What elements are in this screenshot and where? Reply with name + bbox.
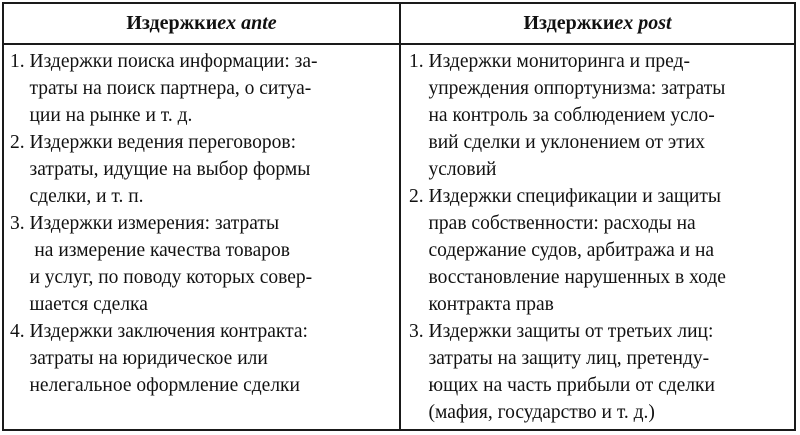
ex-ante-line: шается сделка [10,294,148,315]
costs-table [2,2,796,431]
ex-ante-column [4,45,401,429]
ex-ante-line: затраты на юридическое или [10,348,268,369]
ex-ante-line: на измерение качества товаров [10,240,290,261]
header-ex-ante-italic: ex ante [217,12,277,34]
ex-post-line: (мафия, государство и т. д.) [409,402,655,423]
header-ex-post-italic: ex post [614,12,672,34]
ex-ante-line: сделки, и т. п. [10,186,144,207]
ex-ante-line: 3. Издержки измерения: затраты [10,213,280,234]
ex-ante-line: траты на поиск партнера, о ситуа- [10,78,312,99]
ex-post-line: вий сделки и уклонением от этих [409,132,706,153]
ex-post-line: упреждения оппортунизма: затраты [409,78,726,99]
ex-post-line: 1. Издержки мониторинга и пред- [409,51,690,72]
header-ex-post [401,4,794,45]
header-ex-post-prefix: Издержки [523,12,615,34]
header-ex-ante [4,4,401,45]
header-ex-ante-prefix: Издержки [126,12,218,34]
ex-post-line: на контроль за соблюдением усло- [409,105,715,126]
ex-ante-line: и услуг, по поводу которых совер- [10,267,313,288]
ex-post-line: восстановление нарушенных в ходе [409,267,726,288]
ex-ante-line: затраты, идущие на выбор формы [10,159,311,180]
ex-post-line: 3. Издержки защиты от третьих лиц: [409,321,714,342]
ex-post-line: условий [409,159,497,180]
ex-ante-line: нелегальное оформление сделки [10,375,300,396]
ex-ante-line: 2. Издержки ведения переговоров: [10,132,297,153]
ex-post-line: прав собственности: расходы на [409,213,696,234]
ex-ante-line: ции на рынке и т. д. [10,105,193,126]
ex-post-line: содержание судов, арбитража и на [409,240,715,261]
ex-post-line: затраты на защиту лиц, претенду- [409,348,710,369]
ex-post-line: 2. Издержки спецификации и защиты [409,186,721,207]
ex-ante-line: 4. Издержки заключения контракта: [10,321,308,342]
ex-post-line: контракта прав [409,294,554,315]
ex-post-column [401,45,794,429]
ex-post-line: ющих на часть прибыли от сделки [409,375,715,396]
ex-ante-line: 1. Издержки поиска информации: за- [10,51,318,72]
